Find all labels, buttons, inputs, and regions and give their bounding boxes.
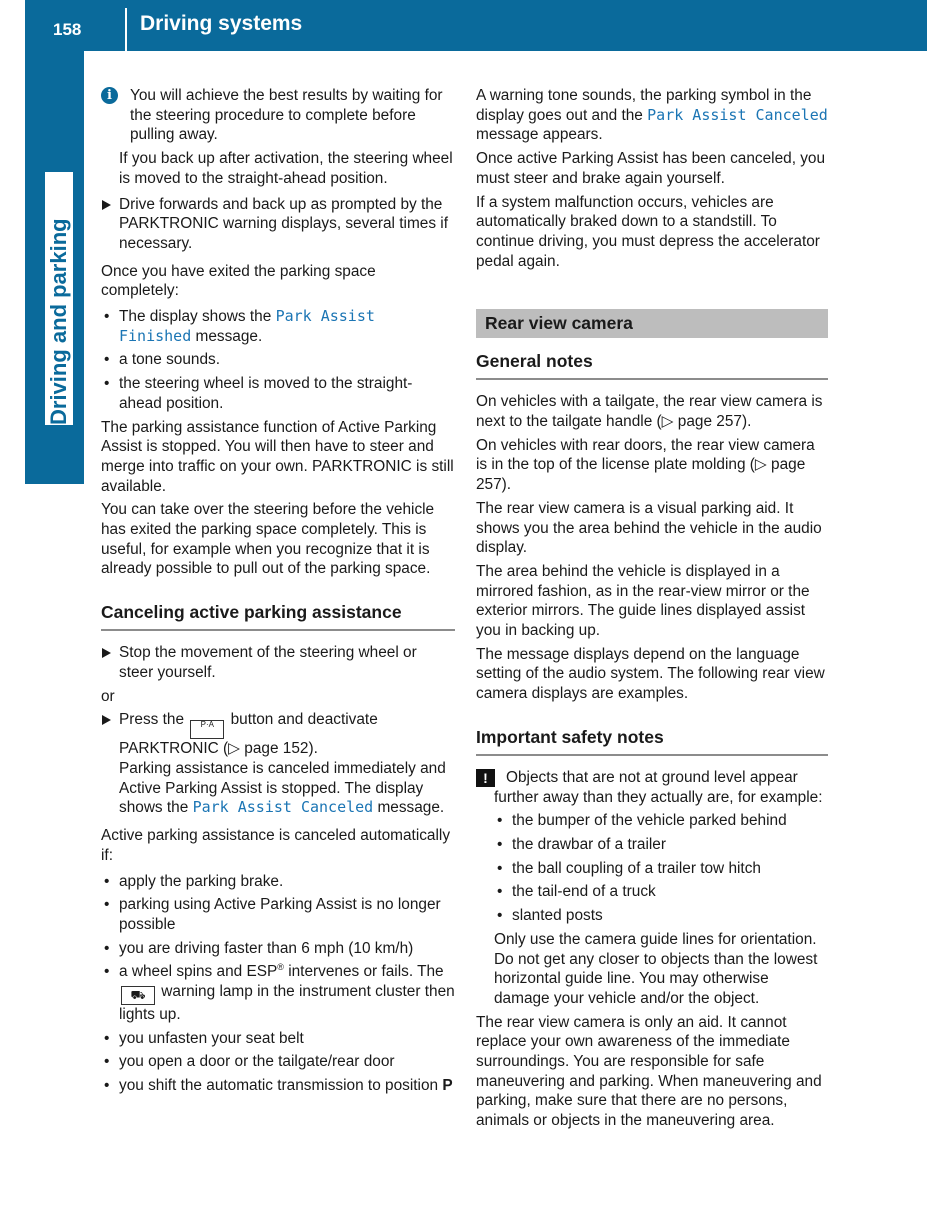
paragraph: The rear view camera is a visual parking aid. It shows you the area behind the vehicle in the audio display. (476, 499, 822, 557)
bullet-item: • a tone sounds. (104, 351, 220, 369)
warning-note (476, 768, 828, 1009)
paragraph: The rear view camera is only an aid. It cannot replace your own awareness of the immediate surroundings. You are responsible for safe maneuvering and parking. When maneuvering and parking, make sure that there are no persons, animals or objects in the maneuvering area. (476, 1013, 822, 1130)
parking-button-icon: P·A (190, 720, 224, 739)
paragraph: Once you have exited the parking space completely: (101, 262, 376, 300)
chapter-title: Driving systems (140, 12, 303, 35)
info-text-2: If you back up after activation, the steering wheel is moved to the straight-ahead position. (119, 150, 453, 187)
paragraph: Once active Parking Assist has been canceled, you must steer and brake again yourself. (476, 150, 826, 187)
step-arrow-icon (102, 715, 111, 725)
right-column (476, 86, 828, 1135)
section-side-label: Driving and parking (45, 172, 73, 425)
step-press: Press the P·A button and deactivate PARKTRONIC (▷ page 152). Parking assistance is canceled immediately and Active Parking Assist is stopped. The display shows the Park Assist Canceled message. (101, 710, 455, 818)
step-arrow-icon (102, 648, 111, 658)
warning-text: Objects that are not at ground level appear further away than they actually are, for example: (494, 768, 823, 806)
bullet-item: • the tail-end of a truck (497, 883, 656, 901)
or-text: or (101, 687, 115, 705)
bullet-item: • apply the parking brake. (104, 872, 284, 890)
page-number: 158 (53, 20, 82, 39)
step-drive (101, 195, 455, 254)
paragraph: On vehicles with a tailgate, the rear view camera is next to the tailgate handle (▷ page 257). (476, 393, 823, 431)
paragraph: On vehicles with rear doors, the rear view camera is in the top of the license plate molding (▷ page 257). (476, 436, 815, 494)
bullet-item: • the bumper of the vehicle parked behind (497, 812, 787, 830)
display-message: Park Assist Finished (119, 307, 375, 345)
bullet-item: • the steering wheel is moved to the straight-ahead position. (104, 375, 413, 412)
step-arrow-icon (102, 200, 111, 210)
bullet-item: • you open a door or the tailgate/rear door (104, 1053, 395, 1071)
header-divider (125, 8, 127, 51)
paragraph: Active parking assistance is canceled automatically if: (101, 827, 451, 864)
bullet-item: • parking using Active Parking Assist is no longer possible (104, 896, 441, 933)
paragraph: A warning tone sounds, the parking symbol in the display goes out and the Park Assist Canceled message appears. (476, 87, 828, 144)
page-header (25, 0, 927, 51)
step-stop: Stop the movement of the steering wheel or steer yourself. (101, 643, 455, 682)
info-icon: i (101, 87, 118, 104)
section-heading: Canceling active parking assistance (101, 601, 455, 631)
paragraph: You can take over the steering before the vehicle has exited the parking space completely. This is useful, for example when you recognize that it is already possible to pull out of the parking space. (101, 501, 435, 578)
bullet-item: • you unfasten your seat belt (104, 1029, 304, 1047)
section-heading: General notes (476, 350, 828, 380)
esp-warning-lamp-icon: ⛟ (121, 986, 155, 1005)
display-message: Park Assist Canceled (647, 105, 828, 124)
left-column (101, 86, 455, 1100)
section-heading: Important safety notes (476, 726, 828, 756)
bullet-item: • you shift the automatic transmission to position P (104, 1077, 453, 1095)
paragraph: If a system malfunction occurs, vehicles are automatically braked down to a standstill. To continue driving, you must depress the accelerator pedal again. (476, 193, 820, 270)
info-text: You will achieve the best results by waiting for the steering procedure to complete before pulling away. (130, 87, 443, 144)
section-title-bar: Rear view camera (476, 309, 828, 338)
paragraph: The area behind the vehicle is displayed in a mirrored fashion, as in the rear-view mirror or the exterior mirrors. The guide lines displayed assist you in backing up. (476, 562, 810, 640)
bullet-item: • you are driving faster than 6 mph (10 km/h) (104, 939, 414, 957)
bullet-item: • the ball coupling of a trailer tow hitch (497, 859, 761, 877)
paragraph: The parking assistance function of Active Parking Assist is stopped. You will then have to steer and merge into traffic on your own. PARKTRONIC is still available. (101, 418, 454, 495)
bullet-item: • a wheel spins and ESP® intervenes or fails. The ⛟ warning lamp in the instrument cluster then lights up. (104, 962, 455, 1024)
info-note (101, 86, 455, 189)
bullet-item: • slanted posts (497, 907, 603, 925)
step-text: Drive forwards and back up as prompted by the PARKTRONIC warning displays, several times if necessary. (119, 195, 448, 252)
paragraph: The message displays depend on the language setting of the audio system. The following rear view camera displays are examples. (476, 645, 825, 703)
bullet-item: • The display shows the Park Assist Finished message. (104, 307, 375, 345)
warning-follow-text: Only use the camera guide lines for orientation. Do not get any closer to objects than the lowest horizontal guide line. You may otherwise damage your vehicle and/or the object. (494, 930, 818, 1007)
bullet-item: • the drawbar of a trailer (497, 835, 666, 853)
display-message: Park Assist Canceled (192, 798, 374, 817)
warning-icon: ! (476, 769, 495, 787)
